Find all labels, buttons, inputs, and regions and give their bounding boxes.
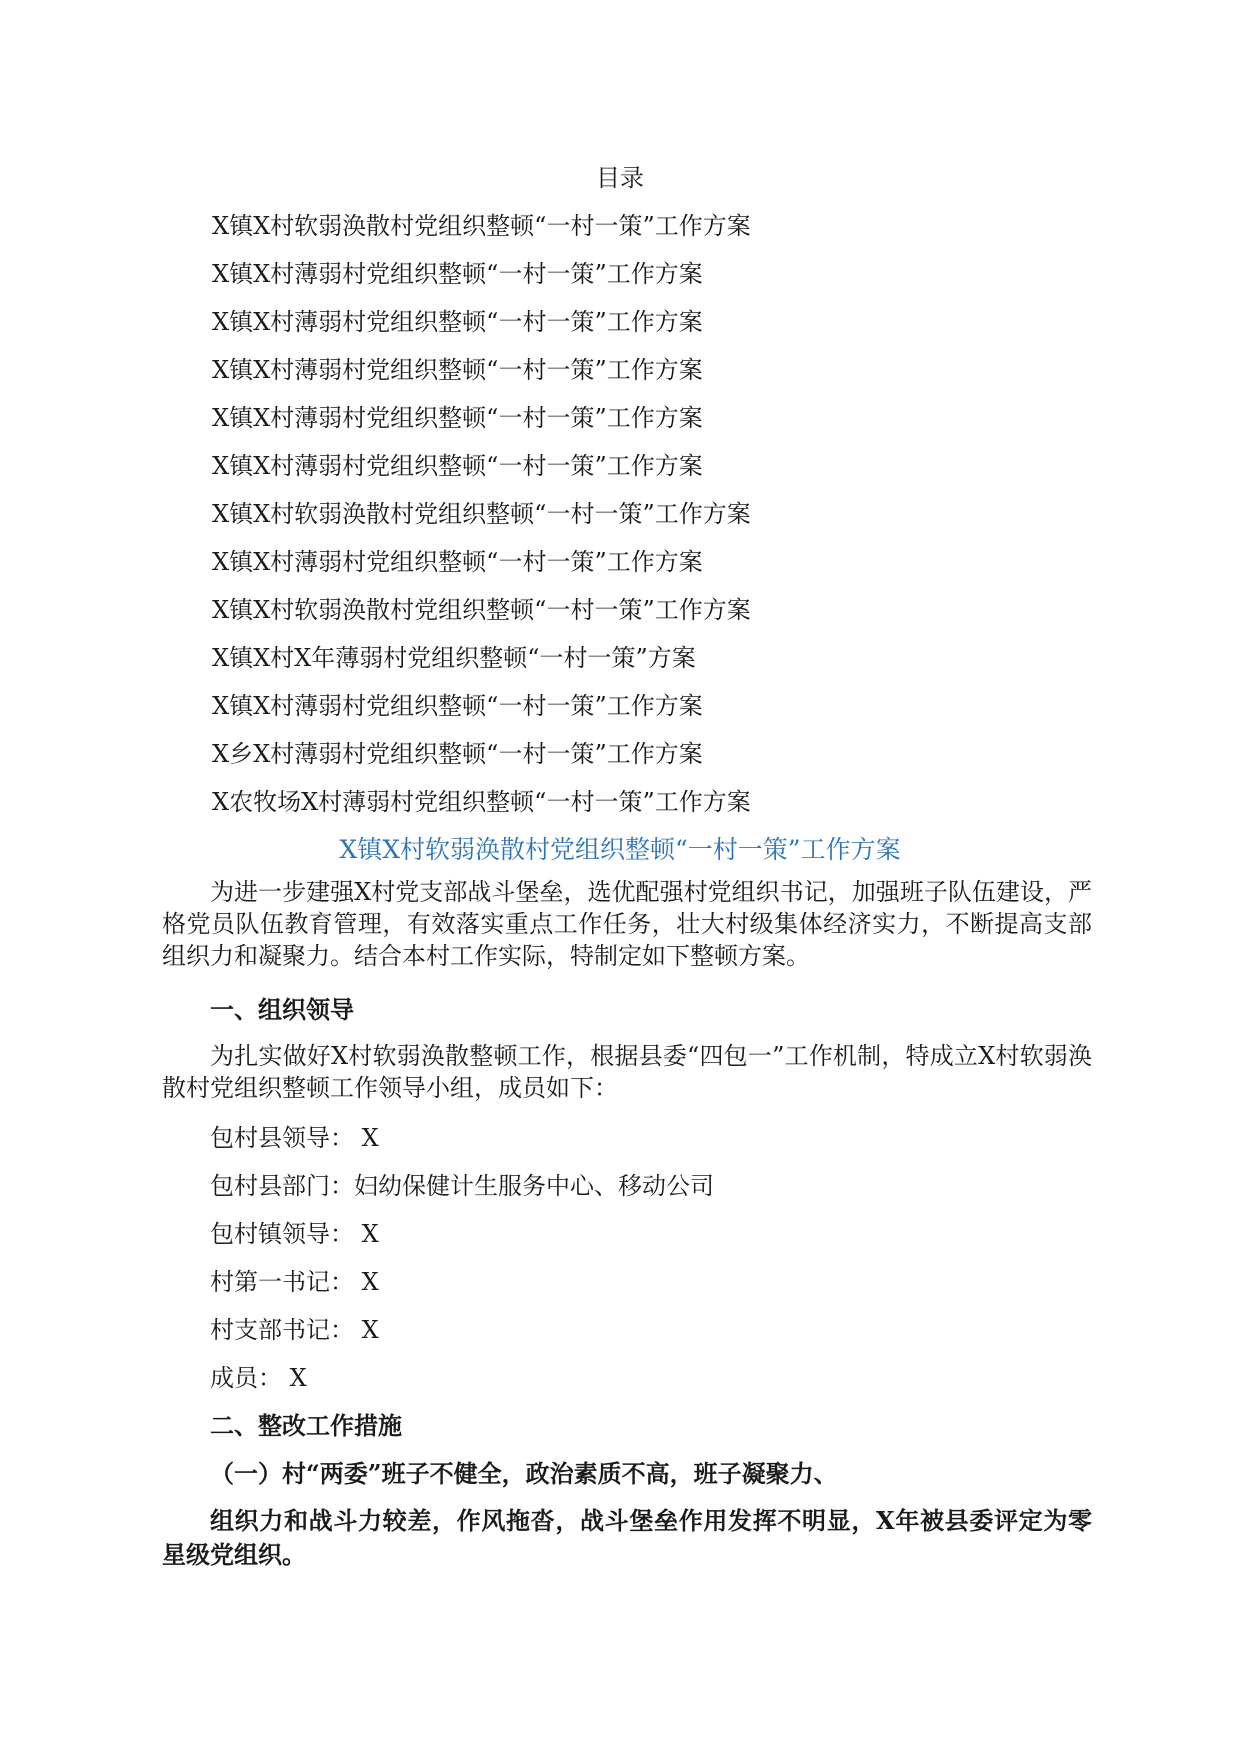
organization-paragraph: 为扎实做好X村软弱涣散整顿工作，根据县委“四包一”工作机制，特成立X村软弱涣散村党组织整顿工作领导小组，成员如下： xyxy=(162,1042,1092,1102)
toc-item[interactable]: X镇X村薄弱村党组织整顿“一村一策”工作方案 xyxy=(212,692,703,720)
toc-item[interactable]: X镇X村薄弱村党组织整顿“一村一策”工作方案 xyxy=(212,356,703,384)
member-line: 包村镇领导： X xyxy=(210,1220,379,1248)
toc-item[interactable]: X镇X村薄弱村党组织整顿“一村一策”工作方案 xyxy=(212,308,703,336)
document-title: X镇X村软弱涣散村党组织整顿“一村一策”工作方案 xyxy=(339,835,901,864)
section-heading: 二、整改工作措施 xyxy=(210,1411,402,1440)
section-organization xyxy=(162,992,1092,1028)
toc-item[interactable]: X乡X村薄弱村党组织整顿“一村一策”工作方案 xyxy=(212,740,703,768)
section-measures xyxy=(162,1408,1092,1444)
toc-title: 目录 xyxy=(596,164,644,192)
toc-item[interactable]: X镇X村软弱涣散村党组织整顿“一村一策”工作方案 xyxy=(212,500,751,528)
toc-item[interactable]: X镇X村软弱涣散村党组织整顿“一村一策”工作方案 xyxy=(212,596,751,624)
section-heading: 一、组织领导 xyxy=(210,995,354,1024)
measures-subheading: （一）村“两委”班子不健全，政治素质不高，班子凝聚力、 xyxy=(210,1459,838,1488)
member-line: 村支部书记： X xyxy=(210,1316,379,1344)
measures-paragraph-block xyxy=(162,1504,1092,1572)
intro-block xyxy=(162,876,1092,972)
member-list xyxy=(162,1120,1092,1408)
measures-subheading-block xyxy=(162,1456,1092,1492)
member-line: 包村县领导： X xyxy=(210,1124,379,1152)
toc-list xyxy=(212,208,1112,832)
toc-item[interactable]: X镇X村薄弱村党组织整顿“一村一策”工作方案 xyxy=(212,452,703,480)
member-line: 包村县部门：妇幼保健计生服务中心、移动公司 xyxy=(210,1172,714,1200)
measures-paragraph: 组织力和战斗力较差，作风拖沓，战斗堡垒作用发挥不明显，X年被县委评定为零星级党组织。 xyxy=(162,1506,1092,1569)
section-organization-body xyxy=(162,1040,1092,1104)
intro-paragraph: 为进一步建强X村党支部战斗堡垒，选优配强村党组织书记，加强班子队伍建设，严格党员队伍教育管理，有效落实重点工作任务，壮大村级集体经济实力，不断提高支部组织力和凝聚力。结合本村工作实际，特制定如下整顿方案。 xyxy=(162,878,1092,970)
toc-item[interactable]: X镇X村薄弱村党组织整顿“一村一策”工作方案 xyxy=(212,548,703,576)
member-line: 村第一书记： X xyxy=(210,1268,379,1296)
toc-item[interactable]: X镇X村薄弱村党组织整顿“一村一策”工作方案 xyxy=(212,260,703,288)
toc-item[interactable]: X镇X村软弱涣散村党组织整顿“一村一策”工作方案 xyxy=(212,212,751,240)
toc-item[interactable]: X镇X村薄弱村党组织整顿“一村一策”工作方案 xyxy=(212,404,703,432)
toc-item[interactable]: X镇X村X年薄弱村党组织整顿“一村一策”方案 xyxy=(212,644,696,672)
toc-item[interactable]: X农牧场X村薄弱村党组织整顿“一村一策”工作方案 xyxy=(212,788,751,816)
member-line: 成员： X xyxy=(210,1364,307,1392)
